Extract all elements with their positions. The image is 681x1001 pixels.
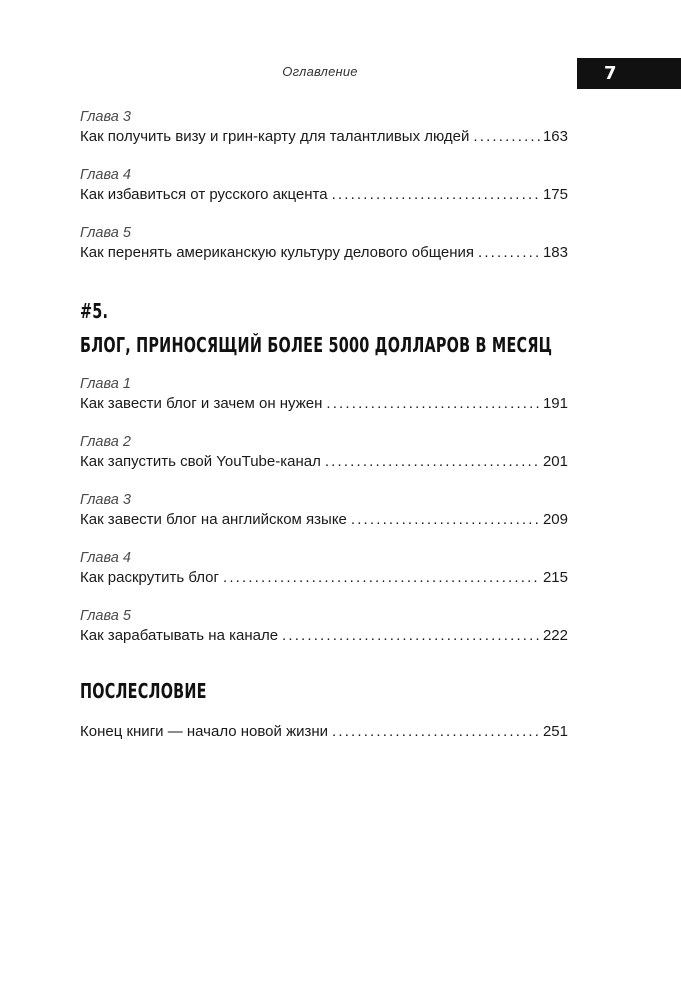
chapter-label: Глава 5 (80, 608, 131, 624)
chapter-label: Глава 3 (80, 109, 131, 125)
page-ref: 191 (542, 395, 568, 412)
dot-leader (326, 394, 540, 414)
toc-line (80, 510, 568, 530)
part-section (80, 297, 568, 646)
chapter-title: Как раскрутить блог (80, 569, 219, 586)
toc-entry[interactable] (80, 224, 568, 263)
toc-line (80, 127, 568, 147)
toc-entry[interactable] (80, 108, 568, 147)
toc-entry[interactable] (80, 166, 568, 205)
dot-leader (332, 185, 540, 205)
chapter-label: Глава 1 (80, 376, 131, 392)
chapter-label: Глава 4 (80, 550, 131, 566)
dot-leader (351, 510, 540, 530)
chapter-title: Как зарабатывать на канале (80, 627, 279, 644)
afterword-title: ПОСЛЕСЛОВИЕ (80, 679, 207, 703)
toc-line (80, 722, 568, 742)
page-ref: 222 (542, 627, 568, 644)
dot-leader (473, 127, 540, 147)
dot-leader (282, 626, 540, 646)
running-header: Оглавление (282, 64, 358, 79)
chapter-title: Как запустить свой YouTube-канал (80, 453, 321, 470)
chapter-label: Глава 3 (80, 492, 131, 508)
toc-line (80, 394, 568, 414)
part-number: #5. (80, 299, 109, 323)
chapter-title: Как избавиться от русского акцента (80, 186, 328, 203)
chapter-title: Конец книги — начало новой жизни (80, 723, 329, 740)
dot-leader (332, 722, 540, 742)
chapter-label: Глава 4 (80, 167, 131, 183)
dot-leader (478, 243, 540, 263)
toc-entry[interactable] (80, 375, 568, 414)
toc-entry[interactable] (80, 433, 568, 472)
chapter-label: Глава 5 (80, 225, 131, 241)
page-ref: 251 (542, 723, 568, 740)
toc-line (80, 452, 568, 472)
toc-line (80, 568, 568, 588)
page-ref: 201 (542, 453, 568, 470)
toc-entry[interactable] (80, 722, 568, 742)
dot-leader (223, 568, 540, 588)
page-ref: 215 (542, 569, 568, 586)
chapter-label: Глава 2 (80, 434, 131, 450)
afterword-section (80, 677, 568, 742)
page-ref: 163 (542, 128, 568, 145)
page-number-tab: 7 (577, 58, 681, 89)
table-of-contents (80, 108, 568, 761)
part-title: БЛОГ, ПРИНОСЯЩИЙ БОЛЕЕ 5000 ДОЛЛАРОВ В МЕСЯЦ (80, 333, 553, 357)
toc-line (80, 626, 568, 646)
toc-line (80, 185, 568, 205)
toc-entry[interactable] (80, 607, 568, 646)
toc-entry[interactable] (80, 549, 568, 588)
chapter-title: Как перенять американскую культуру делового общения (80, 244, 474, 261)
page-ref: 209 (542, 511, 568, 528)
chapter-title: Как завести блог на английском языке (80, 511, 347, 528)
toc-entry[interactable] (80, 491, 568, 530)
chapter-title: Как получить визу и грин-карту для талантливых людей (80, 128, 470, 145)
page-ref: 175 (542, 186, 568, 203)
toc-line (80, 243, 568, 263)
chapter-title: Как завести блог и зачем он нужен (80, 395, 323, 412)
dot-leader (325, 452, 540, 472)
page-ref: 183 (542, 244, 568, 261)
